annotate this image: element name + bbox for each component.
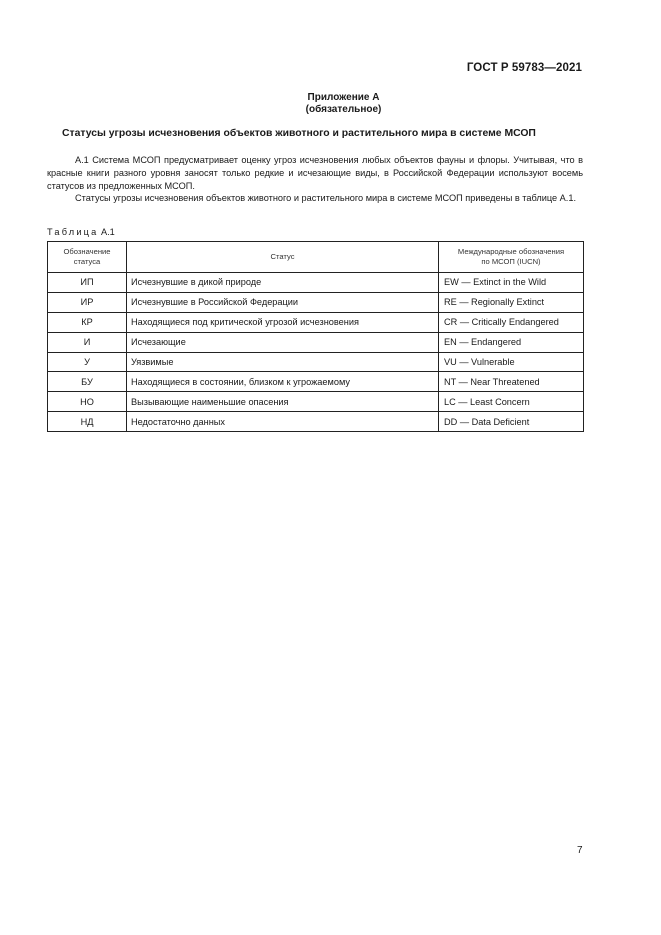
table-caption-number: А.1 (101, 227, 115, 237)
table-caption-word: Таблица (47, 227, 99, 237)
table-row (48, 352, 584, 372)
cell-code: КР (48, 312, 127, 332)
header-iucn-line1: Международные обозначения (457, 247, 565, 256)
cell-code: И (48, 332, 127, 352)
table-row (48, 372, 584, 392)
cell-status: Находящиеся под критической угрозой исчезновения (127, 312, 439, 332)
table-row (48, 412, 584, 432)
header-iucn (439, 242, 584, 273)
header-code-line1: Обозначение (63, 247, 111, 256)
table-row (48, 292, 584, 312)
table-row (48, 273, 584, 293)
header-status: Статус (127, 242, 439, 273)
paragraph-a1: А.1 Система МСОП предусматривает оценку угроз исчезновения любых объектов фауны и флоры. Учитывая, что в красные книги разного уровня заносят только редкие и исчезающие виды, в Российской Федерации используют восемь статусов из предложенных МСОП. (47, 155, 583, 191)
cell-status: Исчезнувшие в Российской Федерации (127, 292, 439, 312)
table-row (48, 392, 584, 412)
appendix-title: Приложение А (307, 92, 380, 103)
table-row (48, 332, 584, 352)
cell-iucn: VU — Vulnerable (439, 352, 584, 372)
cell-code: У (48, 352, 127, 372)
cell-iucn: LC — Least Concern (439, 392, 584, 412)
cell-iucn: DD — Data Deficient (439, 412, 584, 432)
cell-code: НО (48, 392, 127, 412)
header-iucn-line2: по МСОП (IUCN) (481, 257, 541, 266)
cell-status: Недостаточно данных (127, 412, 439, 432)
status-table (47, 241, 584, 432)
page-number: 7 (577, 845, 583, 856)
cell-status: Вызывающие наименьшие опасения (127, 392, 439, 412)
cell-status: Находящиеся в состоянии, близком к угрожаемому (127, 372, 439, 392)
appendix-heading (0, 92, 661, 116)
cell-code: НД (48, 412, 127, 432)
cell-iucn: NT — Near Threatened (439, 372, 584, 392)
table-row (48, 312, 584, 332)
document-id: ГОСТ Р 59783—2021 (466, 62, 582, 74)
paragraph-table-reference: Статусы угрозы исчезновения объектов животного и растительного мира в системе МСОП приведены в таблице А.1. (75, 193, 577, 203)
cell-iucn: EN — Endangered (439, 332, 584, 352)
cell-status: Исчезнувшие в дикой природе (127, 273, 439, 293)
cell-iucn: EW — Extinct in the Wild (439, 273, 584, 293)
table-caption (47, 227, 115, 237)
cell-status: Исчезающие (127, 332, 439, 352)
header-code (48, 242, 127, 273)
table-header-row (48, 242, 584, 273)
cell-status: Уязвимые (127, 352, 439, 372)
cell-iucn: CR — Critically Endangered (439, 312, 584, 332)
header-code-line2: статуса (73, 257, 101, 266)
cell-code: ИП (48, 273, 127, 293)
cell-iucn: RE — Regionally Extinct (439, 292, 584, 312)
cell-code: БУ (48, 372, 127, 392)
section-title: Статусы угрозы исчезновения объектов животного и растительного мира в системе МСОП (62, 128, 536, 139)
appendix-subtitle: (обязательное) (305, 104, 382, 115)
cell-code: ИР (48, 292, 127, 312)
